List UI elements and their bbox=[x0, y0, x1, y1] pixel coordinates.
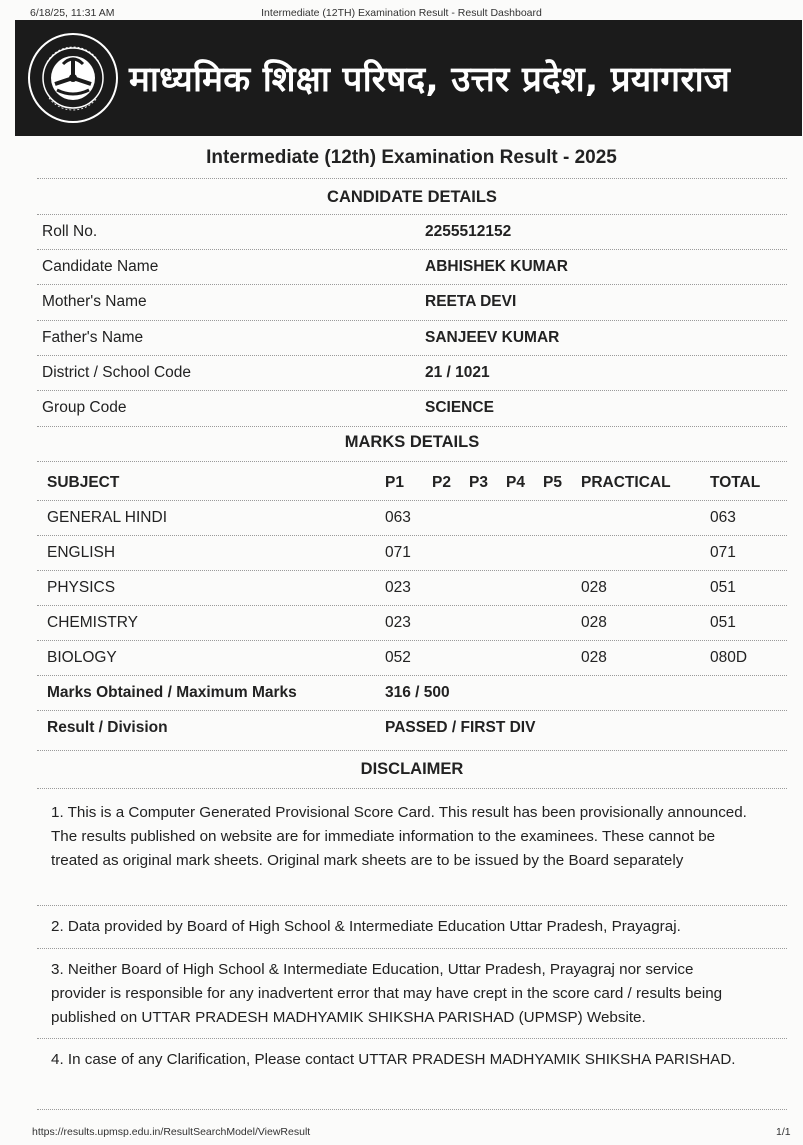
detail-label: Mother's Name bbox=[42, 293, 147, 310]
subject-cell: ENGLISH bbox=[47, 544, 116, 561]
column-header-p1: P1 bbox=[385, 474, 404, 491]
p1-cell: 052 bbox=[385, 649, 411, 666]
detail-value: REETA DEVI bbox=[425, 293, 517, 310]
detail-label: Father's Name bbox=[42, 329, 144, 346]
disclaimer-heading: DISCLAIMER bbox=[360, 760, 464, 778]
exam-title: Intermediate (12th) Examination Result - 2025 bbox=[206, 147, 617, 168]
board-title: माध्यमिक शिक्षा परिषद, उत्तर प्रदेश, प्रयागराज bbox=[129, 59, 731, 100]
column-header-p5: P5 bbox=[543, 474, 562, 491]
detail-row-group-code bbox=[37, 390, 787, 425]
detail-value: SANJEEV KUMAR bbox=[425, 329, 560, 346]
practical-cell: 028 bbox=[581, 649, 607, 666]
result-division-row bbox=[37, 710, 787, 745]
p1-cell: 023 bbox=[385, 579, 411, 596]
p1-cell: 063 bbox=[385, 509, 411, 526]
subject-cell: CHEMISTRY bbox=[47, 614, 139, 631]
detail-label: District / School Code bbox=[42, 364, 192, 381]
divider bbox=[37, 1109, 787, 1110]
table-row bbox=[37, 535, 787, 570]
subject-cell: PHYSICS bbox=[47, 579, 116, 596]
detail-row-candidate-name bbox=[37, 249, 787, 284]
practical-cell: 028 bbox=[581, 579, 607, 596]
print-date: 6/18/25, 11:31 AM bbox=[30, 7, 115, 19]
detail-row-mother-name bbox=[37, 284, 787, 319]
detail-value: 2255512152 bbox=[425, 223, 512, 240]
divider bbox=[37, 750, 787, 751]
detail-row-district-school-code bbox=[37, 355, 787, 390]
detail-value: ABHISHEK KUMAR bbox=[425, 258, 568, 275]
summary-value: 316 / 500 bbox=[385, 684, 450, 701]
marks-summary-row bbox=[37, 675, 787, 710]
divider bbox=[37, 788, 787, 789]
disclaimer-item: 1. This is a Computer Generated Provisional Score Card. This result has been provisionally announced. The results published on website are for immediate information to the examinees. These cannot be treated as original mark sheets. Original mark sheets are to be issued by the Board separately bbox=[51, 804, 747, 869]
detail-value: 21 / 1021 bbox=[425, 364, 490, 381]
divider bbox=[37, 1038, 787, 1039]
detail-row-roll-no bbox=[37, 214, 787, 249]
divider bbox=[37, 948, 787, 949]
divider bbox=[37, 461, 787, 462]
page-url: https://results.upmsp.edu.in/ResultSearchModel/ViewResult bbox=[32, 1126, 311, 1138]
seal-emblem-icon bbox=[27, 32, 119, 124]
disclaimer-item: 4. In case of any Clarification, Please contact UTTAR PRADESH MADHYAMIK SHIKSHA PARISHAD. bbox=[51, 1051, 736, 1068]
practical-cell: 028 bbox=[581, 614, 607, 631]
marks-details-heading: MARKS DETAILS bbox=[344, 433, 480, 451]
total-cell: 080D bbox=[710, 649, 748, 666]
table-row bbox=[37, 570, 787, 605]
summary-label: Marks Obtained / Maximum Marks bbox=[47, 684, 297, 701]
subject-cell: BIOLOGY bbox=[47, 649, 117, 666]
board-banner bbox=[15, 20, 802, 136]
divider bbox=[37, 905, 787, 906]
divider bbox=[37, 178, 787, 179]
detail-label: Roll No. bbox=[42, 223, 98, 240]
detail-label: Group Code bbox=[42, 399, 127, 416]
print-page-title: Intermediate (12TH) Examination Result - Result Dashboard bbox=[261, 7, 542, 19]
total-cell: 063 bbox=[710, 509, 736, 526]
candidate-details-heading: CANDIDATE DETAILS bbox=[327, 188, 497, 206]
print-header bbox=[0, 7, 803, 21]
total-cell: 051 bbox=[710, 614, 736, 631]
summary-value: PASSED / FIRST DIV bbox=[385, 719, 536, 736]
page-number: 1/1 bbox=[776, 1126, 791, 1138]
marks-table-header bbox=[37, 465, 787, 500]
table-row bbox=[37, 500, 787, 535]
column-header-p3: P3 bbox=[469, 474, 488, 491]
column-header-practical: PRACTICAL bbox=[581, 474, 671, 491]
summary-label: Result / Division bbox=[47, 719, 168, 736]
detail-label: Candidate Name bbox=[42, 258, 159, 275]
total-cell: 071 bbox=[710, 544, 736, 561]
column-header-p2: P2 bbox=[432, 474, 451, 491]
disclaimer-item: 2. Data provided by Board of High School & Intermediate Education Uttar Pradesh, Prayagraj. bbox=[51, 918, 681, 935]
up-board-seal-logo bbox=[27, 32, 119, 124]
detail-row-father-name bbox=[37, 320, 787, 355]
column-header-p4: P4 bbox=[506, 474, 525, 491]
detail-value: SCIENCE bbox=[425, 399, 494, 416]
table-row bbox=[37, 605, 787, 640]
subject-cell: GENERAL HINDI bbox=[47, 509, 168, 526]
column-header-total: TOTAL bbox=[710, 474, 761, 491]
disclaimer-item: 3. Neither Board of High School & Intermediate Education, Uttar Pradesh, Prayagraj nor service provider is responsible for any inadvertent error that may have crept in the score card / results being published on UTTAR PRADESH MADHYAMIK SHIKSHA PARISHAD (UPMSP) Website. bbox=[51, 961, 723, 1026]
total-cell: 051 bbox=[710, 579, 736, 596]
column-header-subject: SUBJECT bbox=[47, 474, 120, 491]
p1-cell: 023 bbox=[385, 614, 411, 631]
p1-cell: 071 bbox=[385, 544, 411, 561]
table-row bbox=[37, 640, 787, 675]
divider bbox=[37, 426, 787, 427]
